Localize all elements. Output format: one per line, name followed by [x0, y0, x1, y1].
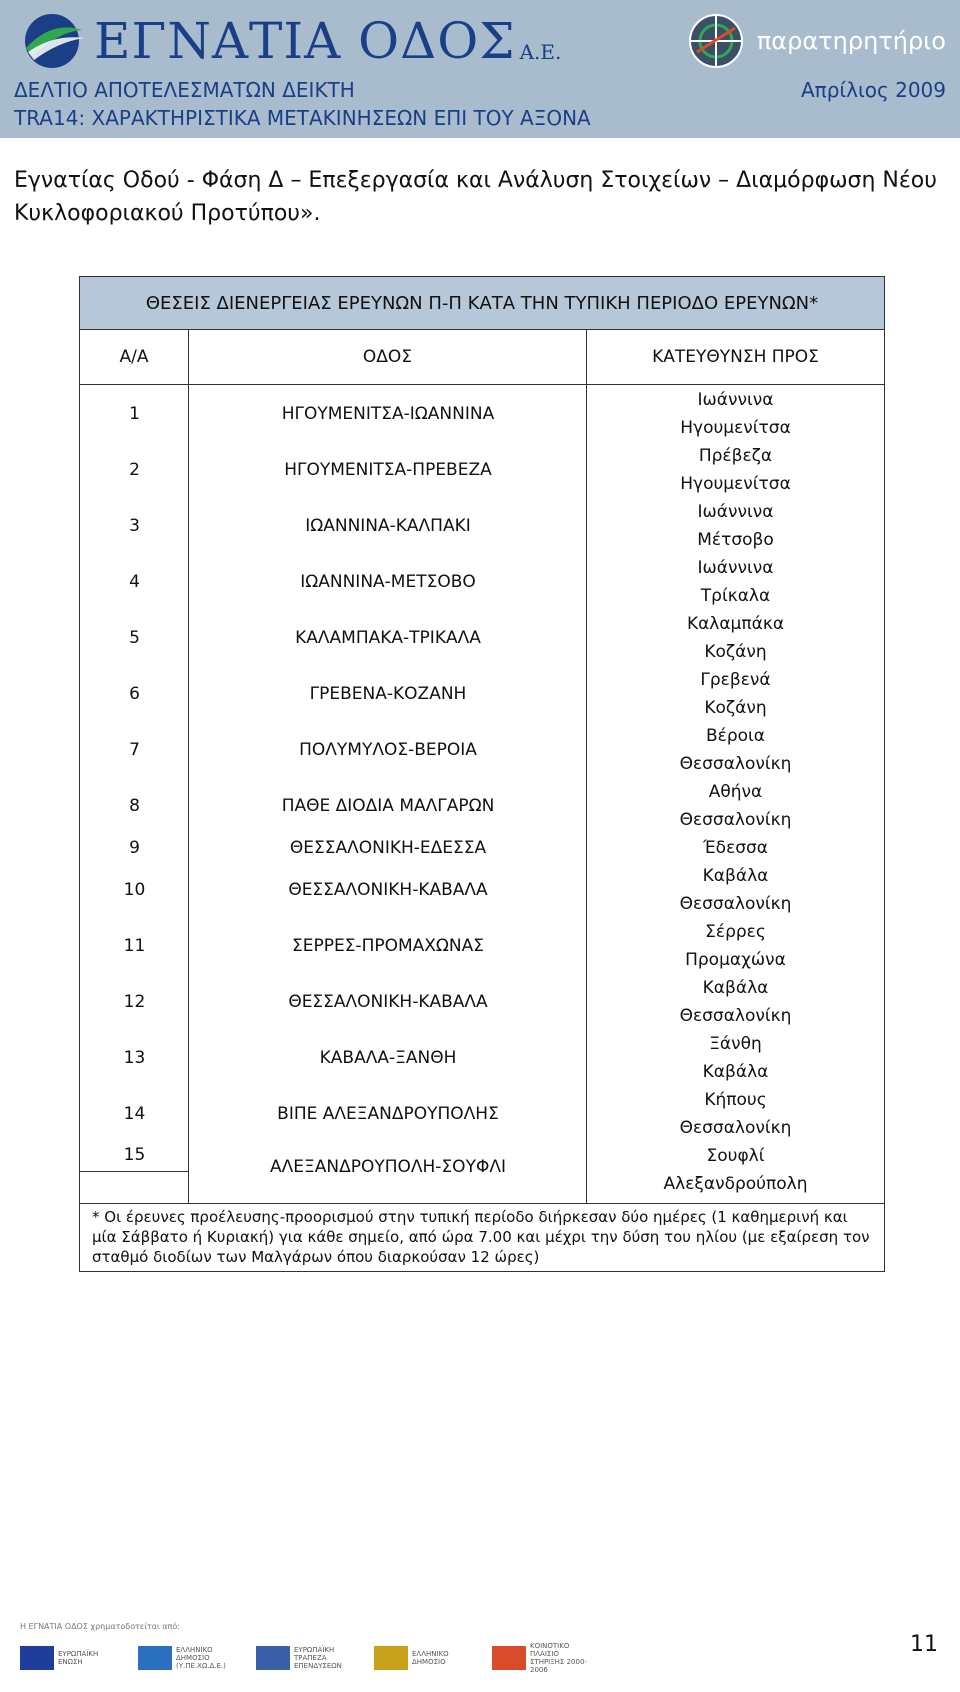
row-number: 2: [129, 460, 140, 480]
row-road: ΒΙΠΕ ΑΛΕΞΑΝΔΡΟΥΠΟΛΗΣ: [277, 1104, 499, 1124]
row-road: ΠΑΘΕ ΔΙΟΔΙΑ ΜΑΛΓΑΡΩΝ: [281, 796, 495, 816]
observatory-logo: [687, 12, 946, 70]
row-number: 1: [129, 404, 140, 424]
row-road: ΘΕΣΣΑΛΟΝΙΚΗ-ΚΑΒΑΛΑ: [288, 880, 488, 900]
target-icon: [687, 12, 745, 70]
bulletin-title: ΔΕΛΤΙΟ ΑΠΟΤΕΛΕΣΜΑΤΩΝ ΔΕΙΚΤΗ: [14, 78, 355, 102]
row-number: 11: [123, 936, 146, 956]
row-road: ΚΑΛΑΜΠΑΚΑ-ΤΡΙΚΑΛΑ: [295, 628, 481, 648]
header-road: ΟΔΟΣ: [189, 330, 587, 384]
row-direction: Θεσσαλονίκη: [679, 1118, 792, 1138]
funding-logo-label: ΕΛΛΗΝΙΚΟ ΔΗΜΟΣΙΟ (Υ.ΠΕ.ΧΩ.Δ.Ε.): [176, 1645, 226, 1670]
funding-logo: [492, 1640, 590, 1676]
funding-logo-label: ΕΥΡΩΠΑΪΚΗ ΕΝΩΣΗ: [58, 1649, 99, 1666]
observatory-label: παρατηρητήριο: [756, 27, 946, 55]
eu-flag-icon: [20, 1646, 54, 1670]
row-direction: Ιωάννινα: [697, 390, 774, 410]
row-direction: Καβάλα: [702, 1062, 769, 1082]
row-direction: Έδεσσα: [702, 838, 769, 858]
row-direction: Ιωάννινα: [697, 502, 774, 522]
funding-logo: [374, 1640, 472, 1676]
row-direction: Θεσσαλονίκη: [679, 1006, 792, 1026]
header-direction: ΚΑΤΕΥΘΥΝΣΗ ΠΡΟΣ: [652, 347, 819, 367]
row-road: ΑΛΕΞΑΝΔΡΟΥΠΟΛΗ-ΣΟΥΦΛΙ: [270, 1157, 506, 1177]
row-direction: Καβάλα: [702, 866, 769, 886]
row-direction: Κοζάνη: [704, 698, 767, 718]
survey-locations-table: [79, 276, 885, 1272]
row-direction: Κήπους: [704, 1090, 767, 1110]
table-header-row: [80, 330, 884, 385]
row-direction: Αλεξανδρούπολη: [663, 1174, 808, 1194]
kps-icon: [492, 1646, 526, 1670]
row-number: 13: [123, 1048, 146, 1068]
row-direction: Βέροια: [705, 726, 765, 746]
row-number: 9: [129, 838, 140, 858]
brand-logo: [22, 8, 561, 74]
eib-icon: [256, 1646, 290, 1670]
header-aa: Α/Α: [80, 330, 189, 384]
greek-flag-icon: [138, 1646, 172, 1670]
row-direction: Θεσσαλονίκη: [679, 894, 792, 914]
page-number: 11: [910, 1632, 938, 1657]
funding-logo-label: ΕΥΡΩΠΑΪΚΗ ΤΡΑΠΕΖΑ ΕΠΕΝΔΥΣΕΩΝ: [294, 1645, 342, 1670]
indicator-title: TRA14: ΧΑΡΑΚΤΗΡΙΣΤΙΚΑ ΜΕΤΑΚΙΝΗΣΕΩΝ ΕΠΙ ΤΟΥ ΑΞΟΝΑ: [14, 106, 591, 130]
row-number: 15: [123, 1145, 146, 1165]
row-direction: Ιωάννινα: [697, 558, 774, 578]
funding-logo: [138, 1640, 236, 1676]
row-road: ΗΓΟΥΜΕΝΙΤΣΑ-ΙΩΑΝΝΙΝΑ: [281, 404, 495, 424]
row-number: 5: [129, 628, 140, 648]
row-number: 7: [129, 740, 140, 760]
brand-suffix: Α.Ε.: [519, 40, 562, 64]
row-divider: [80, 1171, 188, 1172]
row-road: ΘΕΣΣΑΛΟΝΙΚΗ-ΚΑΒΑΛΑ: [288, 992, 488, 1012]
row-direction: Γρεβενά: [700, 670, 771, 690]
row-direction: Σουφλί: [706, 1146, 765, 1166]
row-direction: Καβάλα: [702, 978, 769, 998]
row-direction: Κοζάνη: [704, 642, 767, 662]
brand-name: ΕΓΝΑΤΙΑ ΟΔΟΣ: [94, 12, 516, 70]
row-direction: Ξάνθη: [709, 1034, 762, 1054]
row-road: ΘΕΣΣΑΛΟΝΙΚΗ-ΕΔΕΣΣΑ: [289, 838, 487, 858]
row-road: ΓΡΕΒΕΝΑ-ΚΟΖΑΝΗ: [309, 684, 467, 704]
row-road: ΠΟΛΥΜΥΛΟΣ-ΒΕΡΟΙΑ: [299, 740, 477, 760]
row-number: 4: [129, 572, 140, 592]
table-body: [80, 385, 884, 1203]
row-direction: Πρέβεζα: [698, 446, 773, 466]
row-direction: Θεσσαλονίκη: [679, 810, 792, 830]
row-direction: Αθήνα: [708, 782, 763, 802]
row-number: 8: [129, 796, 140, 816]
row-direction: Θεσσαλονίκη: [679, 754, 792, 774]
row-road: ΙΩΑΝΝΙΝΑ-ΜΕΤΣΟΒΟ: [300, 572, 476, 592]
bulletin-date: Απρίλιος 2009: [800, 78, 946, 102]
funding-logo: [20, 1640, 118, 1676]
row-number: 10: [123, 880, 146, 900]
row-direction: Ηγουμενίτσα: [680, 474, 791, 494]
row-road: ΙΩΑΝΝΙΝΑ-ΚΑΛΠΑΚΙ: [305, 516, 471, 536]
row-direction: Προμαχώνα: [685, 950, 786, 970]
row-direction: Μέτσοβο: [697, 530, 774, 550]
row-road: ΚΑΒΑΛΑ-ΞΑΝΘΗ: [319, 1048, 457, 1068]
row-number: 12: [123, 992, 146, 1012]
column-divider: [188, 385, 189, 1203]
row-number: 14: [123, 1104, 146, 1124]
intro-paragraph: Εγνατίας Οδού - Φάση Δ – Επεξεργασία και Ανάλυση Στοιχείων – Διαμόρφωση Νέου Κυκλοφοριακού Προτύπου».: [14, 168, 937, 226]
funding-logo: [256, 1640, 354, 1676]
funding-logo-label: ΚΟΙΝΟΤΙΚΟ ΠΛΑΙΣΙΟ ΣΤΗΡΙΞΗΣ 2000-2006: [530, 1641, 587, 1674]
funding-tagline: Η ΕΓΝΑΤΙΑ ΟΔΟΣ χρηματοδοτείται από:: [20, 1622, 180, 1631]
funding-logos: [20, 1630, 610, 1685]
table-footnote: * Οι έρευνες προέλευσης-προορισμού στην τυπική περίοδο διήρκεσαν δύο ημέρες (1 καθημερινή και μία Σάββατο ή Κυριακή) για κάθε σημείο, από ώρα 7.00 και μέχρι την δύση του ηλίου (με εξαίρεση τον σταθμό διοδίων των Μαλγάρων όπου διαρκούσαν 12 ώρες): [80, 1203, 884, 1271]
egnatia-swoosh-icon: [22, 12, 86, 70]
row-road: ΗΓΟΥΜΕΝΙΤΣΑ-ΠΡΕΒΕΖΑ: [284, 460, 492, 480]
table-title: ΘΕΣΕΙΣ ΔΙΕΝΕΡΓΕΙΑΣ ΕΡΕΥΝΩΝ Π-Π ΚΑΤΑ ΤΗΝ ΤΥΠΙΚΗ ΠΕΡΙΟΔΟ ΕΡΕΥΝΩΝ*: [80, 277, 884, 330]
row-direction: Σέρρες: [705, 922, 766, 942]
row-direction: Τρίκαλα: [700, 586, 771, 606]
row-direction: Ηγουμενίτσα: [680, 418, 791, 438]
row-number: 3: [129, 516, 140, 536]
row-road: ΣΕΡΡΕΣ-ΠΡΟΜΑΧΩΝΑΣ: [291, 936, 485, 956]
row-direction: Καλαμπάκα: [686, 614, 785, 634]
row-number: 6: [129, 684, 140, 704]
funding-logo-label: ΕΛΛΗΝΙΚΟ ΔΗΜΟΣΙΟ: [412, 1649, 449, 1666]
gr-state-icon: [374, 1646, 408, 1670]
page-header: [0, 0, 960, 138]
